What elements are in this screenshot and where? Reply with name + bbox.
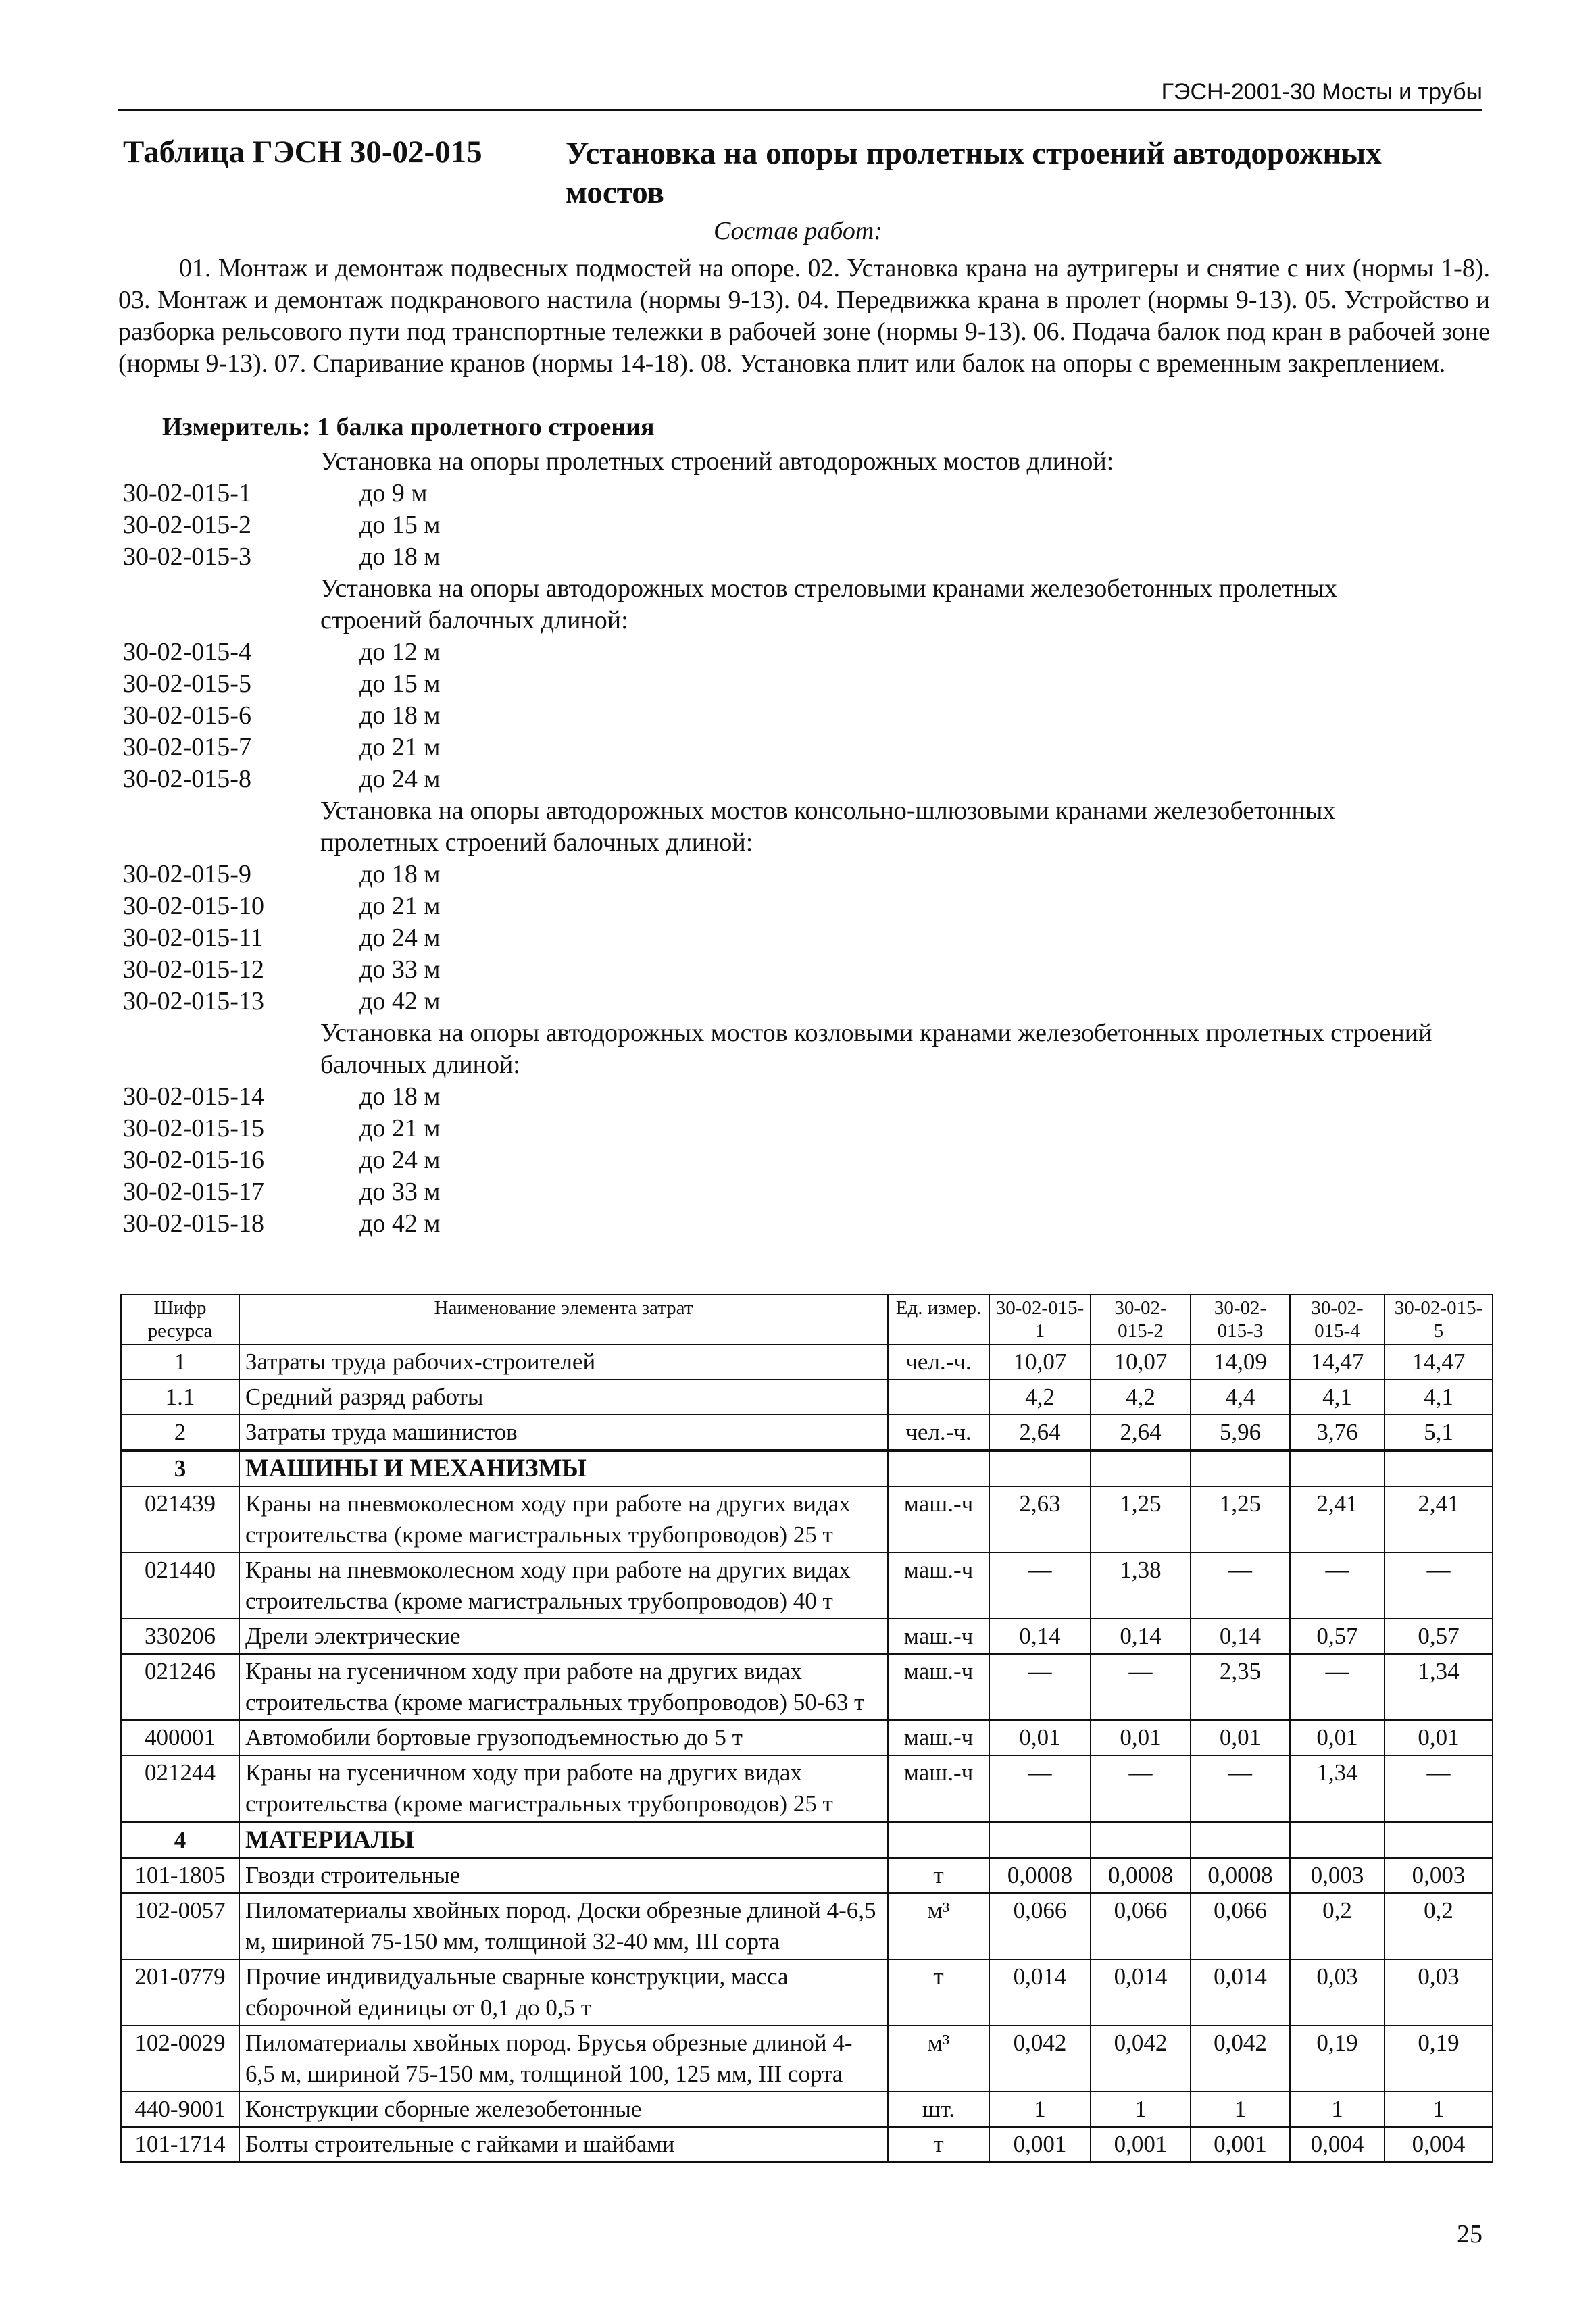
norm-value: 0,001: [1091, 2127, 1191, 2162]
table-row: [121, 1654, 1493, 1720]
resource-code: 021244: [121, 1755, 239, 1822]
norm-item: [123, 1145, 1501, 1176]
table-row: [121, 1720, 1493, 1755]
resource-code: 1.1: [121, 1380, 239, 1415]
norm-code: 30-02-015-18: [123, 1209, 264, 1238]
norm-value: 1,25: [1191, 1486, 1290, 1553]
norm-code: 30-02-015-15: [123, 1114, 264, 1142]
norm-value: [1385, 1451, 1493, 1486]
table-label: Таблица ГЭСН 30-02-015: [123, 134, 482, 170]
norm-code: 30-02-015-7: [123, 733, 251, 761]
norm-value: 0,0008: [989, 1858, 1091, 1893]
norm-length: до 21 м: [359, 733, 441, 761]
resource-code: 2: [121, 1415, 239, 1451]
table-row: [121, 1486, 1493, 1553]
cost-element-name: Конструкции сборные железобетонные: [239, 2092, 888, 2127]
norm-item: [123, 1176, 1501, 1208]
norm-length: до 15 м: [359, 670, 441, 698]
norm-length: до 18 м: [359, 1082, 441, 1111]
unit-of-measure: маш.-ч: [888, 1720, 989, 1755]
table-row: [121, 1858, 1493, 1893]
unit-of-measure: маш.-ч: [888, 1619, 989, 1654]
table-section-row: [121, 1451, 1493, 1486]
table-row: [121, 1553, 1493, 1619]
norm-item: [123, 986, 1501, 1017]
norm-code: 30-02-015-6: [123, 701, 251, 730]
resource-code: 400001: [121, 1720, 239, 1755]
norm-item: [123, 1113, 1501, 1145]
unit-of-measure: маш.-ч: [888, 1654, 989, 1720]
norm-item: [123, 763, 1501, 795]
norm-value: 2,41: [1290, 1486, 1385, 1553]
norm-value: 0,014: [989, 1959, 1091, 2026]
norm-code: 30-02-015-16: [123, 1146, 264, 1174]
unit-of-measure: [888, 1451, 989, 1486]
norm-code: 30-02-015-3: [123, 543, 251, 571]
norm-item: [123, 700, 1501, 732]
page-number: 25: [1457, 2220, 1482, 2248]
norm-value: 0,003: [1290, 1858, 1385, 1893]
resource-code: 201-0779: [121, 1959, 239, 2026]
norm-value: 0,14: [989, 1619, 1091, 1654]
norm-value: [1290, 1451, 1385, 1486]
norm-value: 5,96: [1191, 1415, 1290, 1451]
table-section-row: [121, 1822, 1493, 1858]
norm-value: 0,001: [989, 2127, 1091, 2162]
norm-code: 30-02-015-9: [123, 860, 251, 888]
resource-code: 101-1714: [121, 2127, 239, 2162]
norm-value: 0,001: [1191, 2127, 1290, 2162]
unit-of-measure: шт.: [888, 2092, 989, 2127]
norm-length: до 9 м: [359, 479, 428, 507]
table-row: [121, 2026, 1493, 2092]
norm-value: [989, 1451, 1091, 1486]
norm-item: [123, 509, 1501, 541]
norm-value: 0,0008: [1191, 1858, 1290, 1893]
cost-element-name: Затраты труда рабочих-строителей: [239, 1344, 888, 1380]
norm-group-heading: Установка на опоры автодорожных мостов стреловыми кранами железобетонных пролетных строений балочных длиной:: [320, 574, 1337, 634]
norm-value: 0,014: [1191, 1959, 1290, 2026]
norm-value: 1,25: [1091, 1486, 1191, 1553]
norm-value: 0,01: [1191, 1720, 1290, 1755]
cost-element-name: Краны на пневмоколесном ходу при работе на других видах строительства (кроме магистральных трубопроводов) 40 т: [239, 1553, 888, 1619]
norm-code: 30-02-015-1: [123, 479, 251, 507]
running-header: ГЭСН-2001-30 Мосты и трубы: [118, 76, 1482, 111]
norm-code: 30-02-015-12: [123, 955, 264, 984]
norm-length: до 21 м: [359, 1114, 441, 1142]
norm-value: 4,1: [1290, 1380, 1385, 1415]
cost-element-name: Затраты труда машинистов: [239, 1415, 888, 1451]
cost-element-name: Пиломатериалы хвойных пород. Доски обрезные длиной 4-6,5 м, шириной 75-150 мм, толщиной 32-40 мм, III сорта: [239, 1893, 888, 1959]
norm-item: [123, 668, 1501, 700]
cost-element-name: Гвозди строительные: [239, 1858, 888, 1893]
norm-value: 14,09: [1191, 1344, 1290, 1380]
resource-code: 330206: [121, 1619, 239, 1654]
table-row: [121, 2127, 1493, 2162]
cost-element-name: Пиломатериалы хвойных пород. Брусья обрезные длиной 4-6,5 м, шириной 75-150 мм, толщиной 100, 125 мм, III сорта: [239, 2026, 888, 2092]
norm-value: —: [1290, 1654, 1385, 1720]
norm-value: 10,07: [989, 1344, 1091, 1380]
norm-value: 1,34: [1385, 1654, 1493, 1720]
norm-item: [123, 890, 1501, 922]
norm-code: 30-02-015-4: [123, 638, 251, 666]
table-row: [121, 1959, 1493, 2026]
norm-value: 0,01: [1385, 1720, 1493, 1755]
header-unit: Ед. измер.: [888, 1294, 989, 1344]
norm-value: 2,64: [1091, 1415, 1191, 1451]
norm-code: 30-02-015-14: [123, 1082, 264, 1111]
norm-value: —: [989, 1755, 1091, 1822]
resource-code: 021439: [121, 1486, 239, 1553]
norm-item: [123, 636, 1501, 668]
norm-value: —: [989, 1553, 1091, 1619]
norm-value: 0,01: [989, 1720, 1091, 1755]
resource-code: 440-9001: [121, 2092, 239, 2127]
norm-value: 0,14: [1091, 1619, 1191, 1654]
norm-value: 4,4: [1191, 1380, 1290, 1415]
resource-code: 1: [121, 1344, 239, 1380]
norm-length: до 24 м: [359, 1146, 441, 1174]
norm-value: 2,64: [989, 1415, 1091, 1451]
resource-code: 4: [121, 1822, 239, 1858]
norm-value: 2,41: [1385, 1486, 1493, 1553]
norm-code: 30-02-015-5: [123, 670, 251, 698]
norm-value: 0,19: [1290, 2026, 1385, 2092]
norm-code: 30-02-015-11: [123, 924, 264, 952]
composition-title: Состав работ:: [713, 217, 883, 245]
resource-code: 021246: [121, 1654, 239, 1720]
norm-value: 4,1: [1385, 1380, 1493, 1415]
cost-element-name: Дрели электрические: [239, 1619, 888, 1654]
norm-code: 30-02-015-13: [123, 987, 264, 1015]
header-col-5: 30-02-015-5: [1385, 1294, 1493, 1344]
unit-of-measure: м³: [888, 2026, 989, 2092]
unit-of-measure: [888, 1822, 989, 1858]
norm-item: [123, 732, 1501, 763]
resource-cost-table: [120, 1294, 1493, 2163]
norm-value: 0,01: [1290, 1720, 1385, 1755]
norm-value: 0,004: [1290, 2127, 1385, 2162]
norm-value: [1290, 1822, 1385, 1858]
norm-value: 0,066: [989, 1893, 1091, 1959]
composition-text: 01. Монтаж и демонтаж подвесных подмостей на опоре. 02. Установка крана на аутригеры и снятие с них (нормы 1-8). 03. Монтаж и демонтаж подкранового настила (нормы 9-13). 04. Передвижка крана в пролет (нормы 9-13). 05. Устройство и разборка рельсового пути под транспортные тележки в рабочей зоне (нормы 9-13). 06. Подача балок под кран в рабочей зоне (нормы 9-13). 07. Спаривание кранов (нормы 14-18). 08. Установка плит или балок на опоры с временным закреплением.: [118, 254, 1490, 378]
norm-value: —: [1091, 1755, 1191, 1822]
norm-value: —: [1385, 1755, 1493, 1822]
norm-item: [123, 1081, 1501, 1113]
cost-element-name: Краны на гусеничном ходу при работе на других видах строительства (кроме магистральных трубопроводов) 25 т: [239, 1755, 888, 1822]
norm-value: 0,066: [1191, 1893, 1290, 1959]
table-row: [121, 1893, 1493, 1959]
norm-value: 3,76: [1290, 1415, 1385, 1451]
norm-length: до 33 м: [359, 955, 441, 984]
norm-code: 30-02-015-17: [123, 1178, 264, 1206]
table-row: [121, 1344, 1493, 1380]
norm-value: [1191, 1451, 1290, 1486]
norm-value: 1,38: [1091, 1553, 1191, 1619]
norm-value: 0,19: [1385, 2026, 1493, 2092]
resource-code: 021440: [121, 1553, 239, 1619]
unit-of-measure: чел.-ч.: [888, 1344, 989, 1380]
norm-value: —: [1290, 1553, 1385, 1619]
norm-length: до 18 м: [359, 543, 441, 571]
norm-value: 0,066: [1091, 1893, 1191, 1959]
norm-length: до 24 м: [359, 765, 441, 793]
norm-value: 0,2: [1385, 1893, 1493, 1959]
norm-value: 2,35: [1191, 1654, 1290, 1720]
norm-code: 30-02-015-2: [123, 511, 251, 539]
norm-value: —: [989, 1654, 1091, 1720]
norm-value: 0,042: [989, 2026, 1091, 2092]
norm-value: [1091, 1822, 1191, 1858]
norm-value: [1091, 1451, 1191, 1486]
norm-list: [123, 446, 1501, 1240]
table-row: [121, 1755, 1493, 1822]
table-row: [121, 1380, 1493, 1415]
cost-element-name: Прочие индивидуальные сварные конструкции, масса сборочной единицы от 0,1 до 0,5 т: [239, 1959, 888, 2026]
cost-element-name: Средний разряд работы: [239, 1380, 888, 1415]
table-header-row: [121, 1294, 1493, 1344]
norm-length: до 24 м: [359, 924, 441, 952]
norm-group-heading: Установка на опоры автодорожных мостов козловыми кранами железобетонных пролетных строений балочных длиной:: [320, 1019, 1432, 1079]
resource-code: 102-0057: [121, 1893, 239, 1959]
norm-value: 2,63: [989, 1486, 1091, 1553]
norm-item: [123, 954, 1501, 986]
unit-of-measure: чел.-ч.: [888, 1415, 989, 1451]
norm-value: 0,042: [1091, 2026, 1191, 2092]
norm-value: 0,57: [1385, 1619, 1493, 1654]
norm-value: 0,003: [1385, 1858, 1493, 1893]
norm-value: 0,0008: [1091, 1858, 1191, 1893]
cost-element-name: Болты строительные с гайками и шайбами: [239, 2127, 888, 2162]
norm-value: 0,57: [1290, 1619, 1385, 1654]
unit-of-measure: маш.-ч: [888, 1486, 989, 1553]
header-col-4: 30-02-015-4: [1290, 1294, 1385, 1344]
cost-element-name: МАШИНЫ И МЕХАНИЗМЫ: [239, 1451, 888, 1486]
measure-unit: Измеритель: 1 балка пролетного строения: [162, 413, 655, 441]
unit-of-measure: [888, 1380, 989, 1415]
unit-of-measure: т: [888, 1959, 989, 2026]
norm-value: 0,2: [1290, 1893, 1385, 1959]
cost-element-name: Краны на гусеничном ходу при работе на других видах строительства (кроме магистральных трубопроводов) 50-63 т: [239, 1654, 888, 1720]
norm-value: 0,03: [1290, 1959, 1385, 2026]
unit-of-measure: маш.-ч: [888, 1755, 989, 1822]
norm-value: 5,1: [1385, 1415, 1493, 1451]
norm-item: [123, 1208, 1501, 1240]
norm-value: 1: [989, 2092, 1091, 2127]
norm-group-heading: Установка на опоры автодорожных мостов консольно-шлюзовыми кранами железобетонных пролетных строений балочных длиной:: [320, 797, 1336, 857]
resource-code: 102-0029: [121, 2026, 239, 2092]
table-row: [121, 1619, 1493, 1654]
cost-element-name: Краны на пневмоколесном ходу при работе на других видах строительства (кроме магистральных трубопроводов) 25 т: [239, 1486, 888, 1553]
norm-length: до 33 м: [359, 1178, 441, 1206]
norm-value: [1191, 1822, 1290, 1858]
norm-value: 4,2: [1091, 1380, 1191, 1415]
norm-length: до 18 м: [359, 701, 441, 730]
norm-length: до 21 м: [359, 892, 441, 920]
norm-value: 1: [1091, 2092, 1191, 2127]
norm-item: [123, 541, 1501, 573]
table-title: Установка на опоры пролетных строений автодорожных мостов: [566, 136, 1382, 210]
norm-value: 14,47: [1290, 1344, 1385, 1380]
norm-value: 1: [1191, 2092, 1290, 2127]
norm-code: 30-02-015-8: [123, 765, 251, 793]
header-code: Шифр ресурса: [121, 1294, 239, 1344]
unit-of-measure: маш.-ч: [888, 1553, 989, 1619]
norm-value: 0,01: [1091, 1720, 1191, 1755]
header-name: Наименование элемента затрат: [239, 1294, 888, 1344]
norm-value: —: [1385, 1553, 1493, 1619]
table-row: [121, 2092, 1493, 2127]
norm-value: —: [1091, 1654, 1191, 1720]
norm-item: [123, 478, 1501, 509]
norm-item: [123, 859, 1501, 890]
cost-element-name: МАТЕРИАЛЫ: [239, 1822, 888, 1858]
norm-length: до 15 м: [359, 511, 441, 539]
header-col-1: 30-02-015-1: [989, 1294, 1091, 1344]
norm-length: до 18 м: [359, 860, 441, 888]
resource-code: 101-1805: [121, 1858, 239, 1893]
norm-item: [123, 922, 1501, 954]
norm-value: 10,07: [1091, 1344, 1191, 1380]
norm-length: до 12 м: [359, 638, 441, 666]
header-col-2: 30-02-015-2: [1091, 1294, 1191, 1344]
norm-value: 4,2: [989, 1380, 1091, 1415]
norm-length: до 42 м: [359, 1209, 441, 1238]
unit-of-measure: т: [888, 1858, 989, 1893]
resource-code: 3: [121, 1451, 239, 1486]
norm-value: 0,004: [1385, 2127, 1493, 2162]
norm-value: 0,014: [1091, 1959, 1191, 2026]
norm-value: 1: [1290, 2092, 1385, 2127]
table-row: [121, 1415, 1493, 1451]
norm-value: 1: [1385, 2092, 1493, 2127]
norm-value: 0,14: [1191, 1619, 1290, 1654]
norm-group-heading: Установка на опоры пролетных строений автодорожных мостов длиной:: [320, 447, 1114, 476]
unit-of-measure: м³: [888, 1893, 989, 1959]
unit-of-measure: т: [888, 2127, 989, 2162]
norm-value: 1,34: [1290, 1755, 1385, 1822]
norm-value: —: [1191, 1755, 1290, 1822]
header-col-3: 30-02-015-3: [1191, 1294, 1290, 1344]
cost-element-name: Автомобили бортовые грузоподъемностью до 5 т: [239, 1720, 888, 1755]
norm-code: 30-02-015-10: [123, 892, 264, 920]
norm-value: [1385, 1822, 1493, 1858]
norm-length: до 42 м: [359, 987, 441, 1015]
norm-value: —: [1191, 1553, 1290, 1619]
norm-value: 0,03: [1385, 1959, 1493, 2026]
norm-value: [989, 1822, 1091, 1858]
norm-value: 0,042: [1191, 2026, 1290, 2092]
norm-value: 14,47: [1385, 1344, 1493, 1380]
